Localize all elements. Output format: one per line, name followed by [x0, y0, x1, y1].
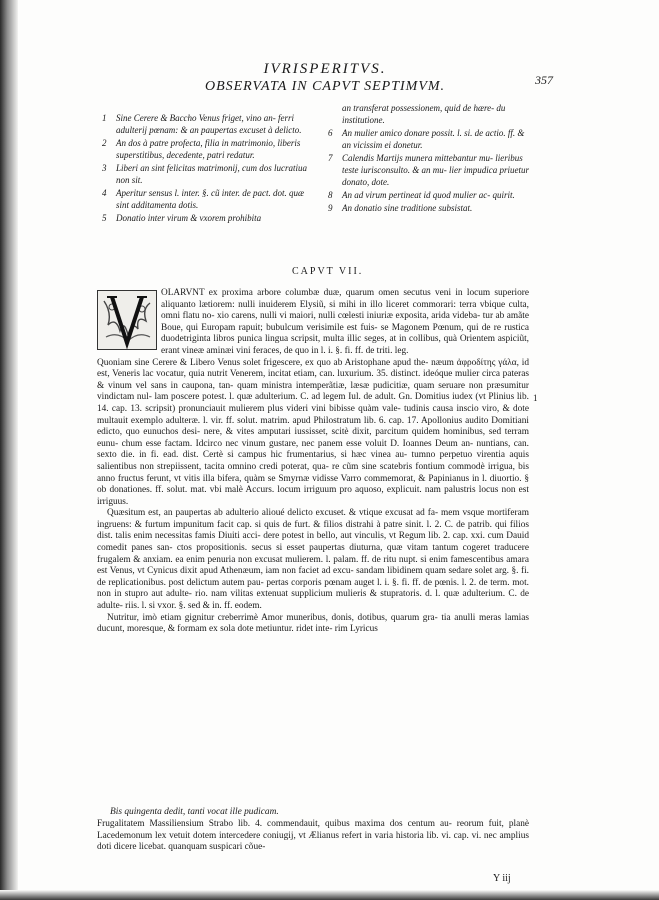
summary-item [328, 189, 533, 201]
summary-item-text: Aperitur sensus l. inter. §. cũ inter. de pact. dot. quæ sint additamenta dotis. [116, 188, 304, 210]
summary-item-number: 3 [102, 163, 107, 173]
margin-note-number: 1 [533, 393, 538, 403]
summary-item-text: An dos à patre profecta, filia in matrimonio, liberis superstitibus, decedente, patri redatur. [116, 138, 301, 160]
summary-item [102, 187, 307, 211]
summary-right-column [328, 102, 533, 215]
summary-item [328, 152, 533, 188]
summary-item [102, 137, 307, 161]
paragraph: OLARVNT ex proxima arbore columbæ duæ, quarum omen secutus veni in locum superiore aliquanto lætiorem: nulli inuiderem Elysiũ, si mihi in illo liceret commorari: terra vbique culta, omni flatu no- xio carens, nulli vi maiori, nulli cœlesti iniuriæ exposita, arida videba- tur ab amãte Boue, qui Europam rapuit; bubulcum verisimile est fuis- se Magonem Pœnum, qui de re rustica duodetriginta libros punica lingua scripsit, multa illic seges, at in collibus, quà Orientem aspiciũt, erant vineæ aminæi vini feraces, de quo in l. i. §. fi. ff. de triti. leg. [161, 288, 529, 356]
summary-item-number: 5 [102, 213, 107, 223]
summary-item-text: An donatio sine traditione subsistat. [342, 203, 473, 213]
summary-item-number: 4 [102, 188, 107, 198]
summary-item [328, 102, 533, 126]
header-title: IVRISPERITVS. [263, 61, 387, 77]
signature-mark: Y iij [493, 873, 511, 884]
summary-item [328, 127, 533, 151]
summary-item-number: 9 [328, 203, 333, 213]
summary-item-text: Calendis Martijs munera mittebantur mu- lieribus teste iurisconsulto. & an mu- lier impudica priuetur donato, dote. [342, 153, 529, 187]
page-number: 357 [535, 73, 553, 87]
summary-item-number: 2 [102, 138, 107, 148]
paragraph: Frugalitatem Massiliensium Strabo lib. 4. commendauit, quibus maxima dos centum au- reorum fuit, planè Lacedemonum lex vetuit dotem intercedere coniugij, vt Ælianus refert in varia historia lib. vi. cap. vi. nec amplius doti dicere licebat. quanquam suspicari cõue- [97, 819, 529, 853]
summary-item [102, 112, 307, 136]
main-text [97, 288, 529, 636]
summary-item-text: Liberi an sint felicitas matrimonij, cum dos lucratiua non sit. [116, 163, 307, 185]
running-header [140, 60, 510, 96]
summary-item [102, 212, 307, 224]
summary-item [328, 202, 533, 214]
paragraph: Quoniam sine Cerere & Libero Venus solet frigescere, ex quo ab Aristophane apud the- næum ἀφροδίτης γάλα, id est, Veneris lac vocatur, quia nutrit Venerem, incitat etiam, can. luxurium. 35. distinct. ideóque mulier circa pateras & vinum vel sans in caupona, tan- quam ministra intemperãtiæ, læsæ pudicitiæ, quam seruare non præsumitur vindictam nul- lam poscere potest. l. quæ adulterium. C. ad legem Iul. de adult. Gn. Domitius iudex (vt Plinius lib. 14. cap. 13. scripsit) pronunciauit mulierem plus videri vini bibisse quàm vale- tudinis causa inscio viro, & dote multauit exemplo adulteræ. l. vir. ff. solut. matrim. apud Philostratum lib. 6. cap. 17. Apollonius audito Domitiani edicto, quo eunuchos desi- nere, & vites amputari iussisset, scitè dixit, parcitum quidem hominibus, sed terram eunu- chum esse factam. Idcirco nec vinum gustare, nec panem esse voluit D. Ioannes Deum an- nuntians, can. sexto die. in fi. ead. dist. Certè si campus hic frumentarius, si hæc vinea au- tumno perpetuo virentia aquis salientibus non strepiissent, tacita omnino credi poterat, qua- re cũm sine scatebris fontium commodè irrigua, bis anno fructus ferunt, vt vitis illa bifera, quàm se Smyrnæ vidisse Varro commemorat, & Papinianus in l. diuortio. § ob donationes. ff. solut. mat. vbi malè Accurs. locum irriguum pro aquoso, explicuit. nam palustris locus non est irriguus. [97, 357, 529, 507]
summary-item-number: 8 [328, 190, 333, 200]
summary-item-text: Sine Cerere & Baccho Venus friget, vino an- ferri adulterij pœnam: & an paupertas excuset à delicto. [116, 113, 302, 135]
summary-item-number: 6 [328, 128, 333, 138]
chapter-heading: CAPVT VII. [292, 266, 364, 277]
verse-quote: Bis quingenta dedit, tanti vocat ille pudicam. [110, 807, 279, 817]
summary-item-text: An mulier amico donare possit. l. si. de actio. ff. & an vicissim ei donetur. [342, 128, 525, 150]
summary-item-text: An ad virum pertineat id quod mulier ac- quirit. [342, 190, 515, 200]
bottom-shadow [0, 890, 659, 900]
summary-left-column [102, 112, 307, 225]
header-subtitle: OBSERVATA IN CAPVT SEPTIMVM. [204, 79, 446, 94]
summary-item-text: an transferat possessionem, quid de hære- du institutione. [342, 103, 506, 125]
summary-item [102, 162, 307, 186]
summary-item-number: 1 [102, 113, 107, 123]
summary-item-text: Donatio inter virum & vxorem prohibita [116, 213, 262, 223]
summary-item-number: 7 [328, 153, 333, 163]
binding-shadow [0, 0, 18, 900]
paragraph: Nutritur, imò etiam gignitur creberrimè Amor muneribus, donis, dotibus, quarum gra- tia anulli meras lamias ducunt, moresque, & formam ex sola dote metiuntur. ridet inte- rim Lyricus [97, 612, 529, 635]
paragraph: Quæsitum est, an paupertas ab adulterio alioué delicto excuset. & vtique excusat ad fa- mem vsque mortiferam ingruens: & furtum impunitum facit cap. si quis de furt. & filios distrahi à patre sinit. l. 2. C. de patrib. qui filios dist. talis enim necessitas famis Diuiti acci- dere potest in bello, aut vinculis, vt Regum lib. 2. cap. xxi. cum Dauid comedit panes san- ctos propositionis. secus si esset paupertas diuturna, quæ vitam tantum cogeret traducere frugalem & anxiam. ea enim penuria non excusat mulierem. l. palam. ff. de ritu nupt. si enim famescentibus amara est Venus, vt Cynicus dixit apud Athenæum, iam non faciet ad excu- sandam libidinem quam sedare solet arg. §. fi. de replicationibus. post delictum autem pau- pertas corporis pœnam auget l. i. §. fi. ff. de pœnis. l. 2. de term. mot. non in stupro aut adulte- rio. nam vilitas extenuat supplicium mulieris & stupratoris. d. l. quæ adulterium. C. de adulte- riis. l. si vxor. §. sed & in. ff. eodem. [97, 508, 529, 612]
closing-text [97, 819, 529, 854]
